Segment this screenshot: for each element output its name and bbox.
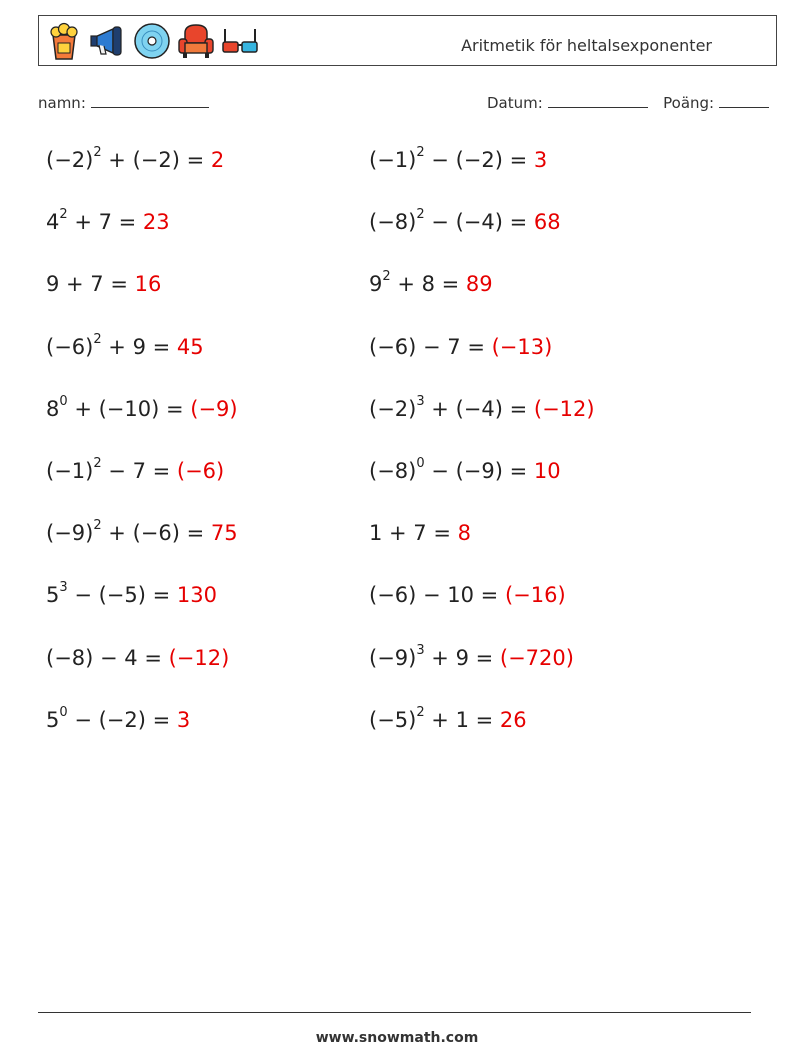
problem-exponent: 0 [59, 393, 68, 409]
problem-expression: + 9 = [101, 334, 177, 359]
footer-divider [38, 1012, 751, 1013]
problem-exponent: 3 [59, 580, 68, 596]
problem-item [369, 145, 548, 172]
problem-item [46, 646, 229, 670]
problem-answer: 3 [533, 148, 548, 172]
problem-base: (−2) [369, 396, 417, 421]
problem-item [46, 331, 204, 359]
problem-answer: 10 [533, 459, 561, 483]
problem-exponent: 3 [416, 642, 425, 658]
problem-answer: 16 [134, 272, 162, 297]
problem-base: (−1) [369, 148, 417, 172]
disc-icon [133, 21, 171, 61]
name-label: namn: [38, 94, 86, 112]
name-field [38, 93, 209, 112]
problem-exponent: 0 [59, 704, 68, 720]
problem-item [369, 642, 574, 670]
problem-base: (−5) [369, 707, 417, 732]
score-blank[interactable] [719, 93, 769, 108]
problem-answer: 2 [210, 148, 225, 172]
problem-exponent: 2 [93, 331, 102, 347]
worksheet-title: Aritmetik för heltalsexponenter [461, 36, 712, 55]
problem-exponent: 2 [416, 207, 425, 223]
problem-exponent: 2 [93, 456, 102, 471]
problem-base: 8 [46, 396, 60, 421]
problem-answer: (−16) [504, 583, 566, 608]
problem-item [369, 207, 561, 235]
problem-expression: − (−2) = [424, 148, 534, 172]
problem-expression: + 1 = [424, 707, 500, 732]
problem-item [46, 207, 170, 235]
problem-item [46, 704, 191, 732]
armchair-icon [177, 21, 215, 61]
problem-base: (−6) − 7 = [369, 334, 492, 359]
score-label: Poäng: [663, 94, 715, 112]
problem-base: (−8) [369, 459, 417, 483]
problem-answer: 26 [499, 707, 527, 732]
footer-url: www.snowmath.com [315, 1030, 479, 1046]
problem-base: (−8) [369, 210, 417, 235]
date-label: Datum: [487, 94, 543, 112]
problem-base: (−1) [46, 459, 94, 483]
name-blank[interactable] [91, 93, 209, 108]
problem-exponent: 3 [416, 393, 425, 409]
date-blank[interactable] [548, 93, 648, 108]
problem-base: 5 [46, 707, 60, 732]
problem-base: 9 [369, 272, 383, 297]
problem-item [46, 580, 217, 608]
3d-glasses-icon [221, 21, 259, 61]
megaphone-icon [89, 21, 127, 61]
problem-item [369, 583, 566, 607]
problem-expression: − (−4) = [424, 210, 534, 235]
problem-base: (−9) [369, 645, 417, 670]
problem-answer: 45 [176, 334, 204, 359]
problem-item [369, 521, 471, 545]
problem-answer: 23 [142, 210, 170, 235]
problem-item [46, 456, 225, 483]
problem-answer: 68 [533, 210, 561, 235]
problem-expression: + (−4) = [424, 396, 534, 421]
problem-expression: + (−6) = [101, 521, 211, 546]
problem-answer: 75 [210, 521, 238, 546]
problem-item [46, 393, 238, 421]
problem-answer: (−12) [533, 396, 595, 421]
problem-item [46, 145, 225, 172]
problem-item [369, 456, 561, 483]
problem-base: (−9) [46, 521, 94, 546]
problem-base: 5 [46, 583, 60, 608]
problem-item [46, 272, 161, 296]
problem-answer: (−720) [499, 645, 574, 670]
problem-base: (−2) [46, 148, 94, 172]
problem-expression: + (−10) = [67, 396, 191, 421]
problem-expression: + (−2) = [101, 148, 211, 172]
problem-base: 4 [46, 210, 60, 235]
problem-item [369, 704, 527, 732]
problem-answer: 130 [176, 583, 217, 608]
worksheet-header [38, 15, 777, 66]
problem-expression: + 9 = [424, 645, 500, 670]
problem-expression: − 7 = [101, 459, 177, 483]
header-icons [45, 21, 259, 61]
problem-answer: (−13) [491, 334, 553, 359]
problem-base: 9 + 7 = [46, 272, 135, 297]
problem-base: 1 + 7 = [369, 521, 458, 546]
problem-item [369, 269, 493, 297]
problem-expression: + 7 = [67, 210, 143, 235]
problem-answer: (−12) [168, 645, 230, 670]
problem-exponent: 2 [416, 704, 425, 720]
problem-answer: (−6) [176, 459, 225, 483]
problem-answer: 89 [465, 272, 493, 297]
problem-exponent: 2 [59, 207, 68, 223]
problem-exponent: 2 [416, 145, 425, 160]
problem-expression: + 8 = [390, 272, 466, 297]
problem-base: (−6) [46, 334, 94, 359]
problem-answer: (−9) [190, 396, 238, 421]
problem-answer: 3 [176, 707, 191, 732]
problem-exponent: 0 [416, 456, 425, 471]
problem-exponent: 2 [93, 518, 102, 534]
problem-item [369, 335, 552, 359]
popcorn-icon [45, 21, 83, 61]
problem-item [369, 393, 595, 421]
problem-answer: 8 [457, 521, 471, 546]
problem-expression: − (−9) = [424, 459, 534, 483]
problem-expression: − (−2) = [67, 707, 177, 732]
problem-base: (−6) − 10 = [369, 583, 505, 608]
problem-expression: − (−5) = [67, 583, 177, 608]
date-field [487, 93, 769, 112]
problem-exponent: 2 [382, 269, 391, 285]
problem-exponent: 2 [93, 145, 102, 160]
problem-item [46, 518, 238, 546]
problem-base: (−8) − 4 = [46, 645, 169, 670]
